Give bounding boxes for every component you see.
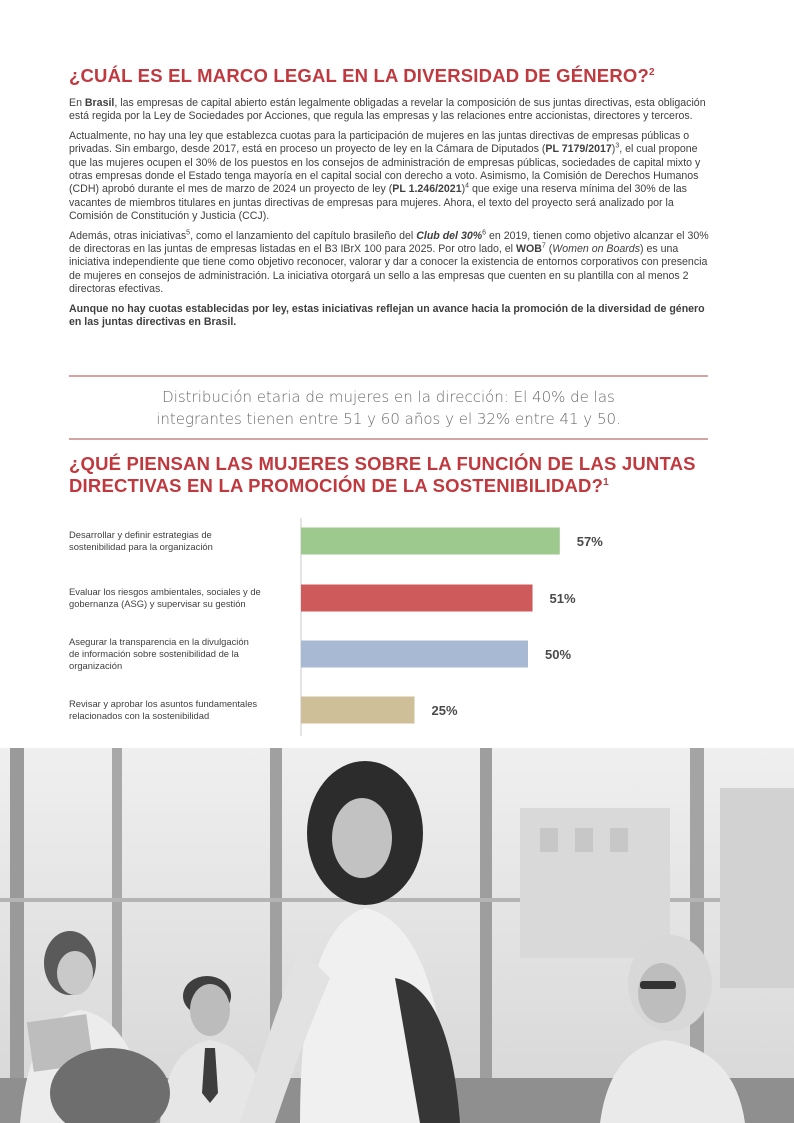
sustainability-bar-chart [60,510,680,742]
paragraph-conclusion: Aunque no hay cuotas establecidas por ley, estas iniciativas reflejan un avance hacia la promoción de la diversidad de género en las juntas directivas en Brasil. [69,302,705,328]
bar-value-label-3: 50% [545,647,572,662]
paragraph-quota-bills: Actualmente, no hay una ley que establezca cuotas para la participación de mujeres en las juntas directivas de empresas públicas o privadas. Sin embargo, desde 2017, está en proceso un proyecto de ley en la Cámara de Diputados (PL 7179/2017)$^3$, el cual propone que las mujeres ocupen el 30% de los puestos en los consejos de administración de empresas públicas, sociedades de capital mixto y otras empresas donde el Estado tenga mayoría en el capital social con derecho a voto. Asimismo, la Comisión de Derechos Humanos (CDH) aprobó durante el mes de marzo de 2024 un proyecto de ley (PL 1.246/2021)$^4$ que exige una reserva mínima del 30% de las vacantes de miembros titulares en juntas directivas de empresas para mujeres. Ahora, el texto del proyecto será analizado por la Comisión de Constitución y Justicia (CCJ). [69,130,701,222]
bar-value-label-2: 51% [549,591,576,606]
paragraph-brasil-disclosure: En Brasil, las empresas de capital abierto están legalmente obligadas a revelar la composición de sus juntas directivas, esta obligación está regida por la Ley de Sociedades por Acciones, que regula las empresas y las relaciones entre accionistas, directores y terceros. [69,97,706,123]
legal-framework-body [69,97,709,336]
category-label-3: Asegurar la transparencia en la divulgación de información sobre sostenibilidad de la organización [69,636,249,671]
category-label-2: Evaluar los riesgos ambientales, sociales y de gobernanza (ASG) y supervisar su gestión [69,586,261,609]
sustainability-title: ¿QUÉ PIENSAN LAS MUJERES SOBRE LA FUNCIÓN DE LAS JUNTAS DIRECTIVAS EN LA PROMOCIÓN DE LA SOSTENIBILIDAD?$^1$ [69,453,696,496]
bar-3 [301,641,528,668]
divider-top [69,375,708,377]
bar-1 [301,528,560,555]
age-distribution-callout [69,386,708,430]
bar-value-label-4: 25% [431,703,458,718]
callout-line-1: Distribución etaria de mujeres en la dirección: El 40% de las [162,388,615,406]
legal-framework-title: ¿CUÁL ES EL MARCO LEGAL EN LA DIVERSIDAD DE GÉNERO?$^2$ [69,65,655,86]
bar-4 [301,697,415,724]
divider-bottom [69,438,708,440]
boardroom-meeting-photo [0,748,794,1123]
bar-2 [301,585,533,612]
callout-line-2: integrantes tienen entre 51 y 60 años y el 32% entre 41 y 50. [156,410,621,428]
bar-value-label-1: 57% [576,534,603,549]
category-label-4: Revisar y aprobar los asuntos fundamentales relacionados con la sostenibilidad [69,698,258,721]
paragraph-other-initiatives: Además, otras iniciativas$^5$, como el lanzamiento del capítulo brasileño del Club del 30%$^6$ en 2019, tienen como objetivo alcanzar el 30% de directoras en las juntas de empresas listadas en el B3 IBrX 100 para 2025. Por otro lado, el WOB$^7$ (Women on Boards) es una iniciativa independiente que tiene como objetivo reconocer, valorar y dar a conocer la existencia de entornos corporativos con presencia de mujeres en consejos de administración. La iniciativa otorgará un sello a las empresas que cuenten en su plantilla con al menos 2 directoras efectivas. [69,229,709,295]
category-label-1: Desarrollar y definir estrategias de sostenibilidad para la organización [69,529,213,552]
